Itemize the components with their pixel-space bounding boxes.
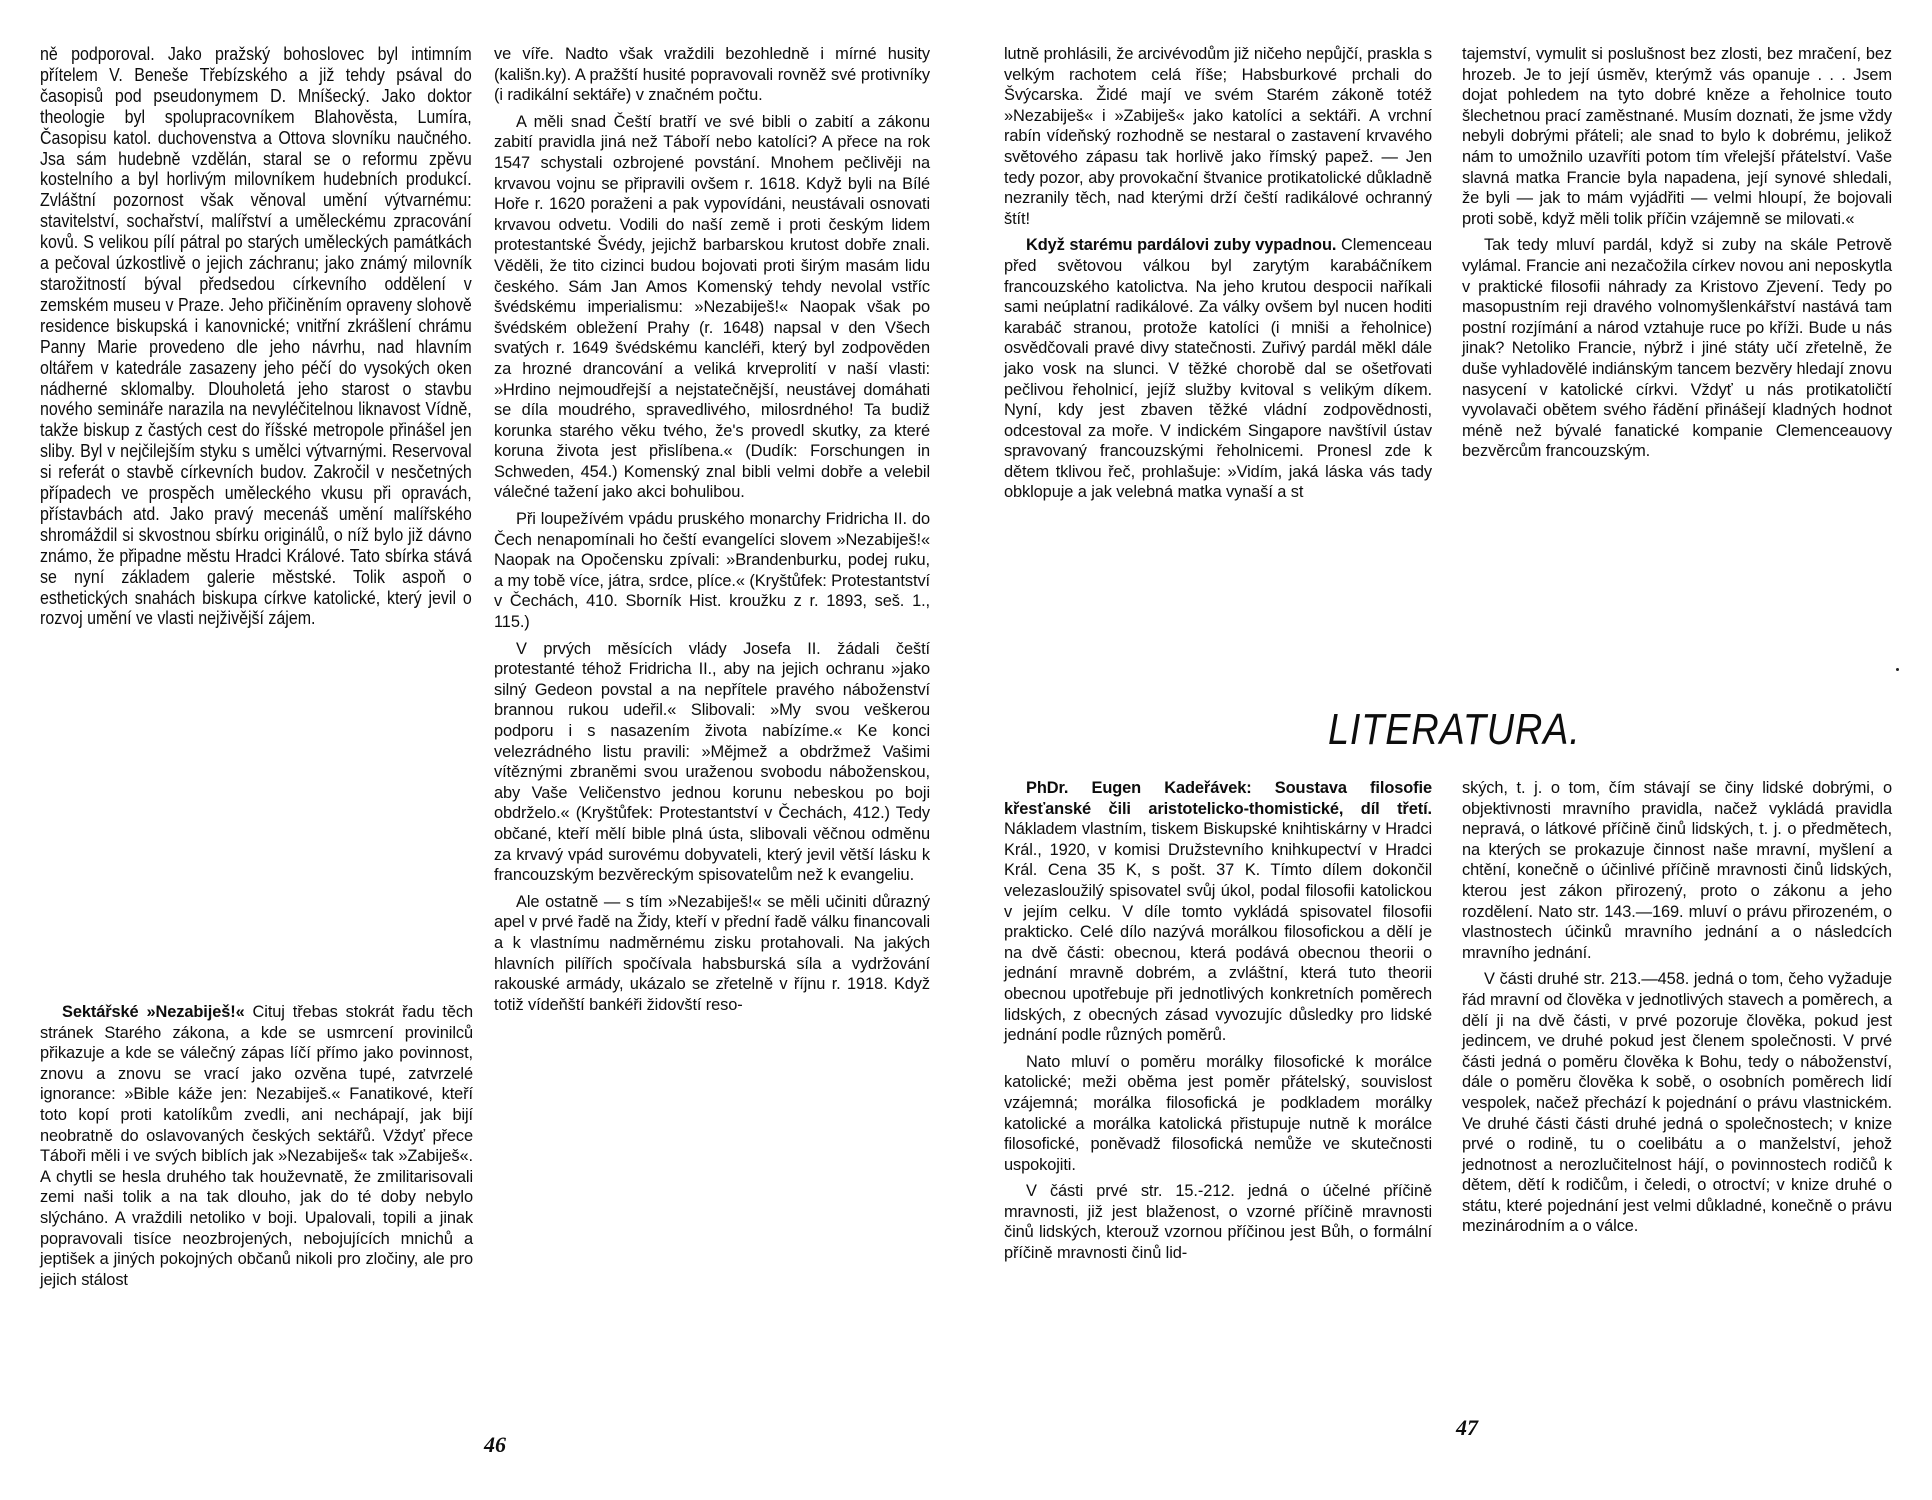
paragraph: Nato mluví o poměru morálky filosofické k morálce katolické; meži oběma jest poměr přátelský, souvislost vzájemná; morálka filosofická je podkladem morálky katolické a morálka katolická přistupuje nutně k morálce filosofické, poněvadž filosofická nemůže ve skutečnosti uspokojiti. [1004, 1052, 1432, 1174]
paragraph [40, 1002, 473, 1290]
section-lead: Sektářské »Nezabiješ!« [62, 1003, 245, 1021]
section-text: Clemenceau před světovou válkou byl zarytým karabáčníkem francouzského katolictva. Na jeho krutou despocii naříkali sami neúplatní radikálové. Za války ovšem byl nucen hoditi karabáč stranou, protože katolíci (i mniši a řeholnice) osvědčovali pravé divy statečnosti. Zuřivý pardál měkl dále jako vosk na slunci. V těžké chorobě dal se ošetřovati pečlivou řeholnicí, jejíž služby kvitoval s velikým díkem. Nyní, kdy jest zbaven těžké vládní zodpovědnosti, odcestoval za moře. V indickém Singapore navštívil ústav spravovaný francouzskými řeholnicemi. Pronesl zde k dětem tklivou řeč, prohlašuje: »Vidím, jaká láska vás tady obklopuje a jak velebná matka vynaší a st [1004, 236, 1432, 502]
paragraph: Tak tedy mluví pardál, když si zuby na skále Petrově vylámal. Francie ani nezačožila církev novou ani neposkytla v praktické filosofii náhrady za Kristovo Zjevení. Tedy po masopustním reji dravého volnomyšlenkářství nastává tam postní rozjímání a národ vztahuje ruce po kříži. Bude u nás jinak? Netoliko Francie, nýbrž i jiné státy učí zřetelně, že duše vyhladovělé indiánským tancem bezvěry hledají znovu nasycení v katolické církvi. Vždyť u nás protikatoličtí vyvolavači obětem svého řádění přinášejí kladných hodnot méně než bývalé fanatické kompanie Clemenceauovy bezvěrcům francouzským. [1462, 236, 1892, 461]
section-text: Nákladem vlastním, tiskem Biskupské knihtiskárny v Hradci Král., 1920, v komisi Družstevního knihkupectví v Hradci Král. Cena 35 K, s pošt. 37 K. Tímto dílem dokončil velezasloužilý spisovatel svůj úkol, podal filosofii katolickou v jejím celku. V díle tomto vykládá spisovatel filosofii prakticko. Celé dílo nazývá morálkou filosofickou a dělí je na dvě části: obecnou, která podává obecnou theorii o jednání mravně dobrém, a zvláštní, která tuto theorii obecnou upotřebuje při jednotlivých konkretních poměrech lidských, z obecných zásad vyvozujíc důsledky pro lidské jednání podle různých poměrů. [1004, 820, 1432, 1045]
right-column-1c [1004, 778, 1432, 1264]
paragraph: V části prvé str. 15.-212. jedná o účelné příčině mravnosti, již jest blaženost, o vzorné příčině mravnosti činů lidských, kterouž vzornou příčinou jest Bůh, o formální příčině mravnosti činů lid- [1004, 1182, 1432, 1263]
right-column-2b [1462, 778, 1892, 1237]
right-column-2 [1462, 44, 1892, 462]
section-text: Cituj třebas stokrát řadu těch stránek Starého zákona, a kde se usmrcení provinilců přikazuje a kde se válečný zápas líčí přímo jako povinnost, znovu a znovu se vrací jako ozvěna tupé, zatvrzelé ignorance: »Bible káže jen: Nezabiješ.« Fanatikové, kteří toto kopí proti katolíkům zvedli, ani nechápají, jak bijí neobratně do oslavovaných českých sektářů. Vždyť přece Táboři měli i ve svých biblích jak »Nezabiješ« tak »Zabiješ«. A chytli se hesla druhého tak houževnatě, že zmilitarisovali zemi naši tolik a na tak dlouho, jak do té doby nebylo slýcháno. A vraždili netoliko v boji. Upalovali, topili a jinak popravovali tisíce neozbrojených, nebojujících mnichů a jeptišek a jiných pokojných občanů nikoli pro zločiny, ale pro jejich stálost [40, 1003, 473, 1289]
section-lead: Když starému pardálovi zuby vypadnou. [1026, 236, 1337, 255]
paragraph: ských, t. j. o tom, čím stávají se činy lidské dobrými, o objektivnosti mravního pravidla, načež vykládá pravidla nepravá, o látkové příčině činů lidských, t. j. o předmětech, na kterých se prokazuje činnost naše mravní, myšlení a chtění, konečně o účinlivé příčině mravnosti činů lidských, kterou jest zákon přirozený, proto o zákonu a jeho rozdělení. Nato str. 143.—169. mluví o právu přirozeném, o vlastnostech účinků mravního jednání a o následcích mravního jednání. [1462, 779, 1892, 962]
page-number: 46 [484, 1432, 506, 1457]
paragraph: V části druhé str. 213.—458. jedná o tom, čeho vyžaduje řád mravní od člověka v jednotlivých stavech a poměrech, a dělí ji na dvě části, v prvé pozoruje člověka, pokud jest jedincem, ve druhé pokud jest členem společnosti. V prvé části jedná o poměru člověka k Bohu, tedy o náboženství, dále o poměru člověka k sobě, o osobních poměrech lidí vespolek, načež přechází k pojednání o právu vlastnickém. Ve druhé části části druhé jedná o společnostech; v knize prvé o rodině, tu o coelibátu a o manželství, jehož jednotnost a nerozlučitelnost hájí, o povinnostech rodičů k dětem, dětí k rodičům, i čeledi, o otroctví; v knize druhé o státu, které pojednání jest velmi důkladné, konečně o právu mezinárodním a o válce. [1462, 970, 1892, 1236]
paragraph: A měli snad Čeští bratří ve své bibli o zabití a zákonu zabití pravidla jiná než Táboří nebo katolíci? A přece na rok 1547 schystali ozbrojené povstání. Mnohem pečlivěji na krvavou vojnu se připravili ovšem r. 1618. Když byli na Bílé Hoře r. 1620 poraženi a pak vypovídáni, neustávali osnovati krvavou odvetu. Vodili do naší země i proti českým lidem protestantské Švédy, jejichž barbarskou krutost dobře znali. Věděli, že tito cizinci budou bojovati proti širým masám lidu českého. Sám Jan Amos Komenský tehdy nevolal vstříc švédskému imperialismu: »Nezabiješ!« Naopak však po švédském obležení Prahy (r. 1648) napsal v den Všech svatých r. 1649 švédskému kancléři, který byl zodpověden za hrozné drancování a veliká krveprolití v naší vlasti: »Hrdino nejmoudřejší a nejstatečnější, neustávej domáhati se díla moudrého, spravedlivého, milosrdného! Ta budiž korunka starého věku tvého, že's provedl skutky, za které koruna života jest přislíbena.« (Dudík: Forschungen in Schweden, 454.) Komenský znal bibli velmi dobře a velebil válečné tažení jako akci bohulibou. [494, 112, 930, 502]
paragraph: lutně prohlásili, že arcivévodům již ničeho nepůjčí, praskla s velkým rachotem celá říše; Habsburkové prchali do Švýcarska. Židé mají ve svém Starém zákoně totéž »Nezabiješ« i »Zabiješ« jako katolíci a sektáři. A vrchní rabín vídeňský rozhodně se nestaral o zastavení krvavého světového zápasu tak horlivě jako římský papež. — Jen tedy pozor, aby provokační štvanice protikatolické důkladně nezranily těch, nad kterými drží čeští radikálové ochranný štít! [1004, 45, 1432, 228]
paragraph: V prvých měsících vlády Josefa II. žádali čeští protestanté téhož Fridricha II., aby na jejich ochranu »jako silný Gedeon povstal a na nepřítele pravého náboženství brannou rukou udeřil.« Slibovali: »My svou veškerou podporu i s nasazením života nabízíme.« Ke konci velezrádného listu pravili: »Mějmež a obdržmež Vašimi vítěznými zbraněmi svou uraženou svobodu náboženskou, aby Vaše Veličenstvo jednou korunu nebeskou po boji obdrželo.« (Kryštůfek: Protestantství v Čechách, 412.) Tedy občané, kteří mělí bible plná ústa, slibovali věčnou odměnu za krvavý vpád surovému dobyvateli, který jevil větší lásku k francouzským bezvěreckým spisovatelům než k evangeliu. [494, 639, 930, 885]
paragraph [1004, 778, 1432, 1046]
paragraph: tajemství, vymulit si poslušnost bez zlosti, bez mračení, bez hrozeb. Je to její úsměv, kterýmž vás opanuje . . . Jsem dojat pohledem na tyto dobré kněze a řeholnice touto šlechetnou prací zaměstnané. Musím doznati, že jsme vždy nebyli dobrými přáteli; ale snad to bylo k dobrému, jelikož nám to umožnilo uzavříti potom tím vřelejší přátelství. Vaše slavná matka Francie byla napadena, její synové shledali, že byli — jak to mám vyjádřiti — velmi hloupí, že bojovali proti sobě, když měli tolik příčin vzájemně se milovati.« [1462, 45, 1892, 228]
paragraph: ně podporoval. Jako pražský bohoslovec byl intimním přítelem V. Beneše Třebízského a již tehdy psával do časopisů pod pseudonymem D. Mníšecký. Jako doktor theologie byl spolupracovníkem Blahověsta, Lumíra, Časopisu katol. duchovenstva a Ottova slovníku naučného. Jsa sám hudebně vzdělán, staral se o reformu zpěvu kostelního a byl horlivým milovníkem hudebních produkcí. Zvláštní pozornost však věnoval umění výtvarnému: stavitelství, sochařství, malířství a uměleckému zpracování kovů. S velikou pílí pátral po starých uměleckých památkách a pečoval úzkostlivě o jejich záchranu; jako známý milovník starožitností býval předsedou církevního oddělení v zemském museu v Praze. Jeho přičiněním opraveny slohově residence biskupská i kanovnické; vnitřní zkrášlení chrámu Panny Marie provedeno dle jeho návrhu, nad hlavním oltářem v katedrále zasazeny jeho péčí do vysokých oken nádherné sklomalby. Dlouholetá jeho starost o stavbu nového semináře narazila na nevyléčitelnou liknavost Vídně, takže biskup z častých cest do říšské metropole přinášel jen sliby. Byl v nejčilejším styku s umělci výtvarnými. Reservoval si referát o stavbě církevních budov. Zakročil v nesčetných případech ve prospěch uměleckého vkusu při opravách, přístavbách atd. Jako pravý mecenáš umění malířského shromáždil si skvostnou sbírku originálů, o níž bylo již dávno známo, že připadne městu Hradci Králové. Tato sbírka stává se nyní základem galerie městské. Tolik aspoň o esthetických snahách biskupa církve katolické, který jevil o rozvoj umění ve vlasti nejživější zájem. [40, 43, 472, 629]
paragraph: ve víře. Nadto však vraždili bezohledně i mírné husity (kališn.ky). A pražští husité popravovali rovněž své protivníky (i radikální sektáře) v značném počtu. [494, 45, 930, 105]
left-column-1b [40, 1002, 473, 1290]
right-page [966, 0, 1932, 1500]
page-number: 47 [1456, 1415, 1478, 1440]
right-column-1 [1004, 44, 1432, 503]
paragraph: Ale ostatně — s tím »Nezabiješ!« se měli učiniti důrazný apel v prvé řadě na Židy, kteří v přední řadě válku financovali a k vlastnímu nadměrnému zisku protahovali. Na jakých hlavních pilířích spočívala habsburská síla a vydržování rakouské armády, ukázalo se zřetelně v říjnu r. 1918. Když totiž vídeňští bankéři židovští reso- [494, 892, 930, 1014]
paragraph: Při loupežívém vpádu pruského monarchy Fridricha II. do Čech nenapomínali ho čeští evangelíci slovem »Nezabiješ!« Naopak na Opočensku zpívali: »Brandenburku, podej ruku, a my tobě více, játra, srdce, plíce.« (Kryštůfek: Protestantství v Čechách, 410. Sborník Hist. kroužku z r. 1893, seš. 1., 115.) [494, 510, 930, 632]
book-title: PhDr. Eugen Kadeřávek: Soustava filosofie křesťanské čili aristotelicko-thomistické, díl třetí. [1004, 779, 1432, 818]
left-column-2 [494, 44, 930, 1015]
left-column-1 [40, 44, 472, 629]
section-heading: LITERATURA. [1328, 705, 1581, 754]
paragraph [1004, 235, 1432, 503]
speck [1896, 668, 1899, 671]
